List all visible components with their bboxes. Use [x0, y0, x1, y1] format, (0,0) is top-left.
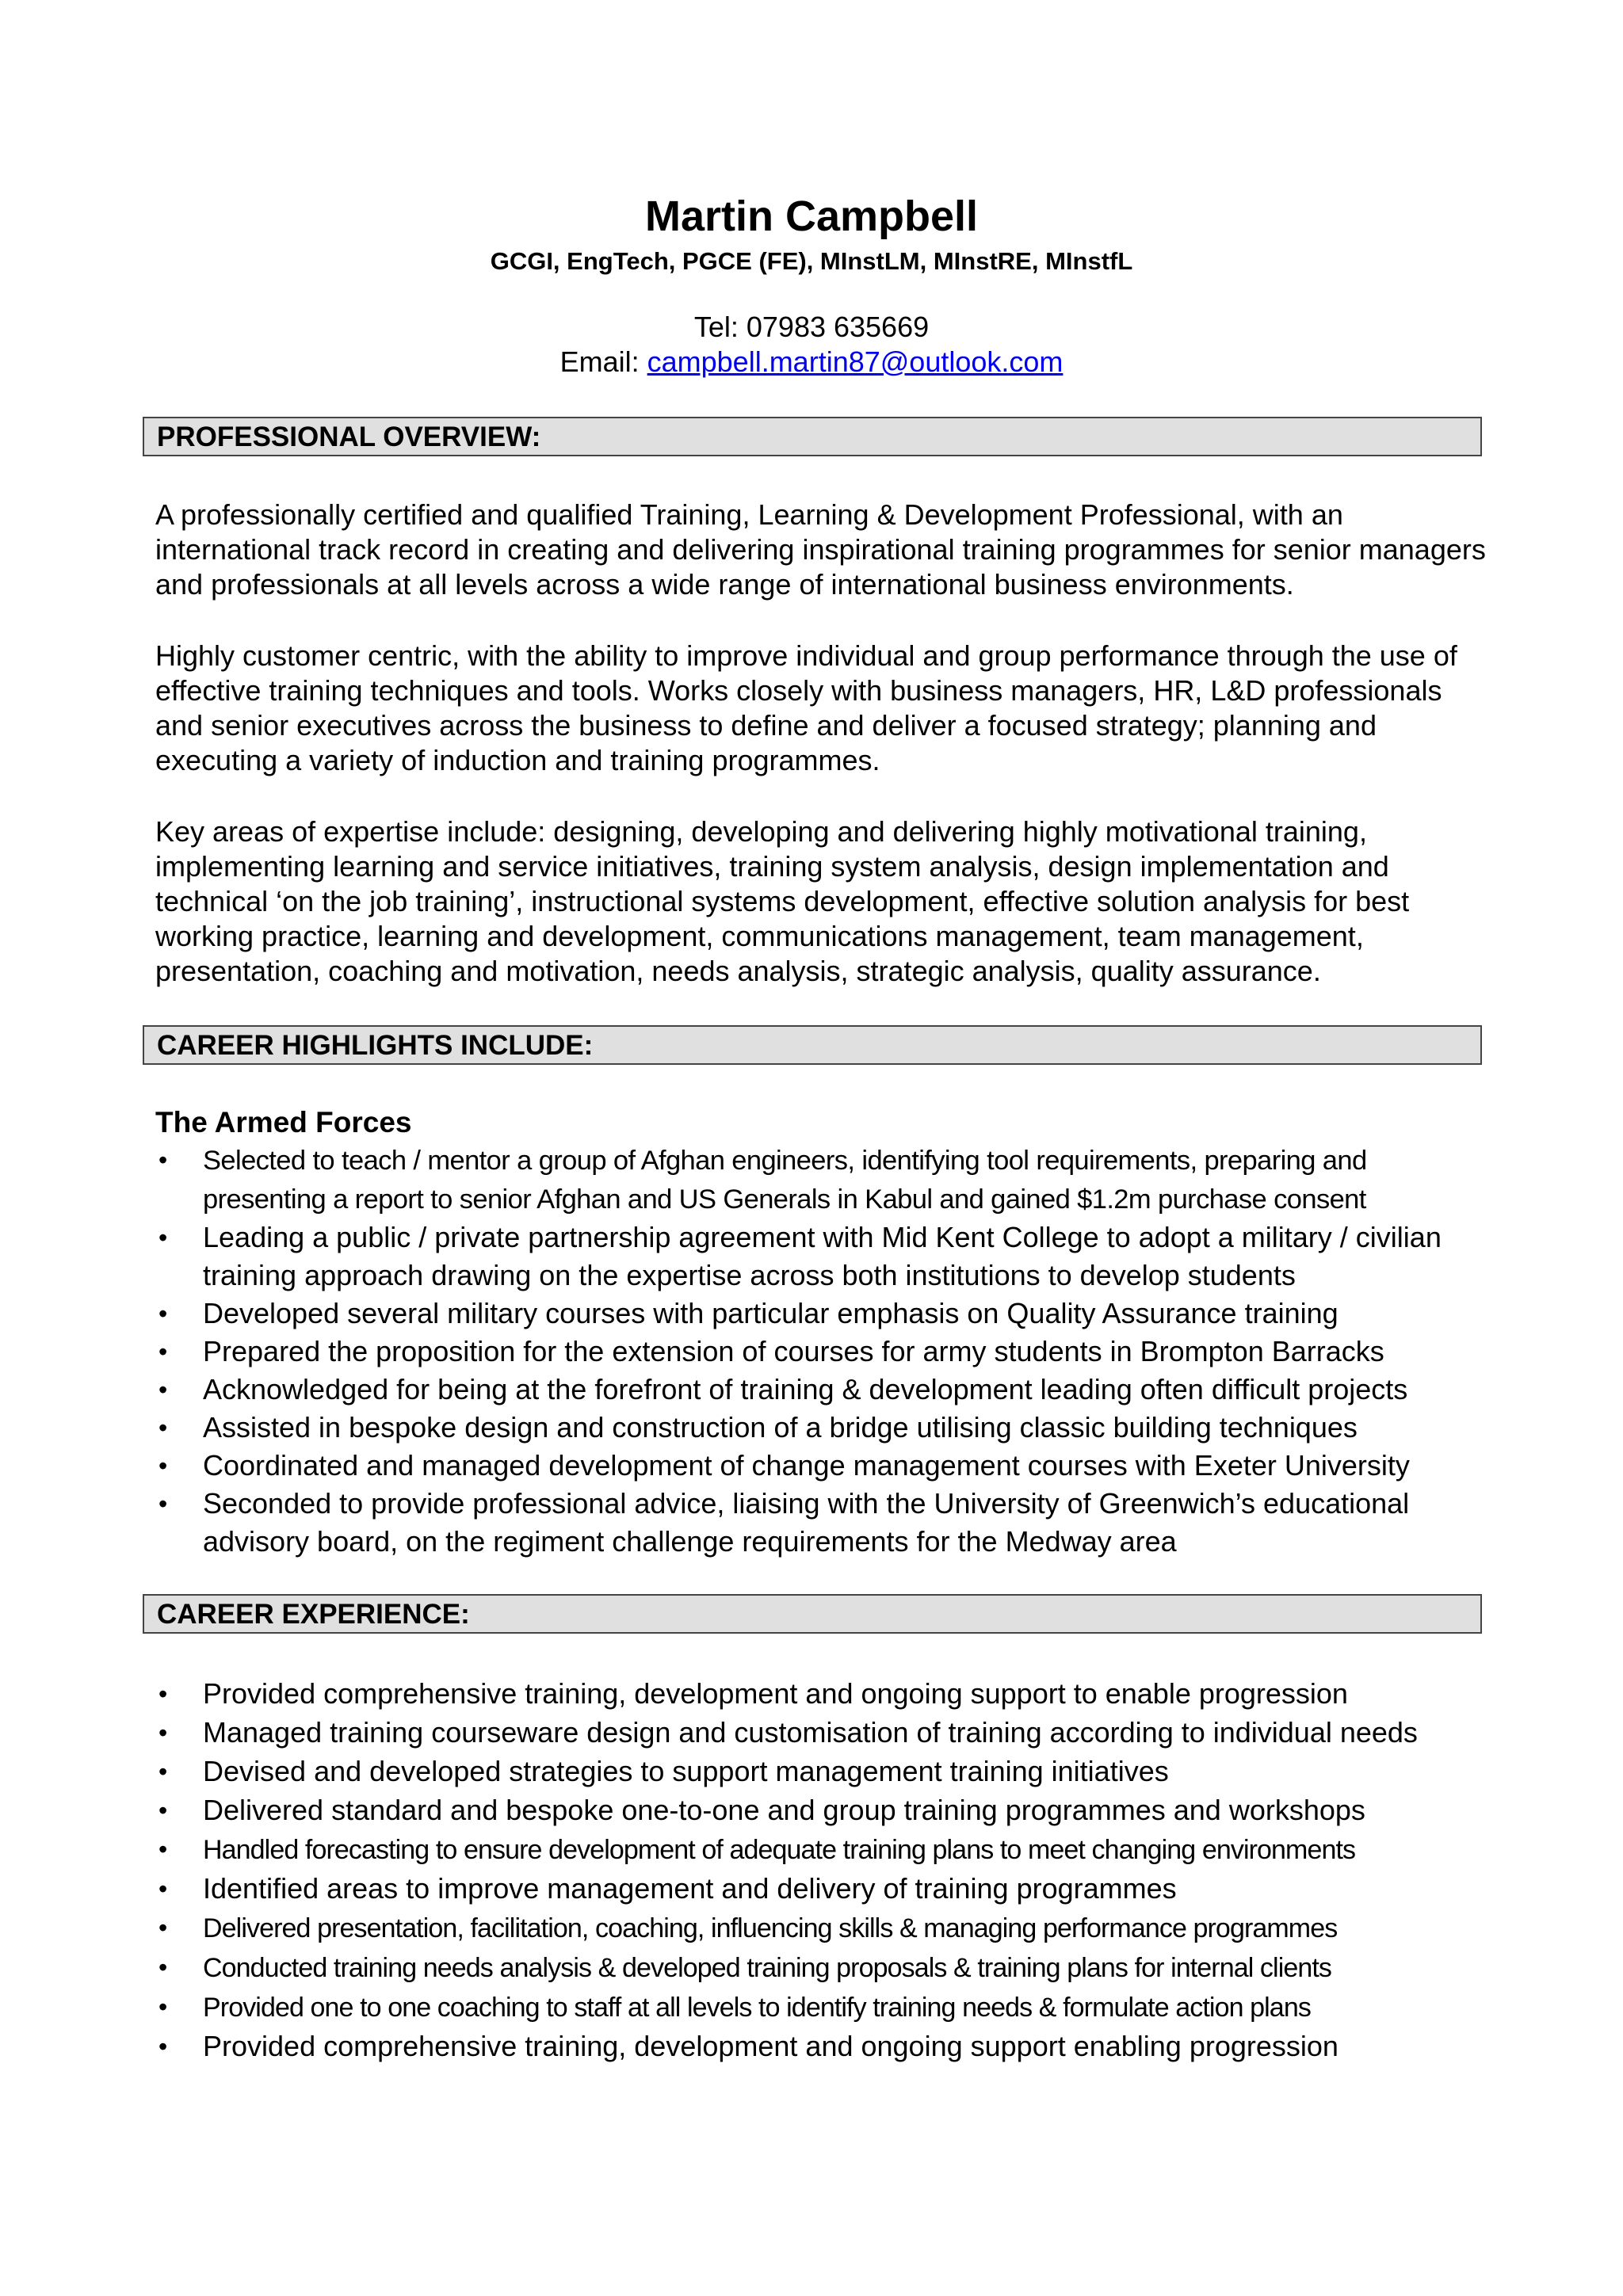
- list-item: • Seconded to provide professional advice, liaising with the University of Greenwich’s educational advisory board, on the regiment challenge requirements for the Medway area: [0, 1485, 1495, 1561]
- list-item: • Provided comprehensive training, development and ongoing support enabling progression: [0, 2028, 1495, 2065]
- bullet-icon: •: [158, 1757, 168, 1786]
- list-item: • Provided comprehensive training, development and ongoing support to enable progression: [0, 1676, 1495, 1712]
- bullet-icon: •: [158, 1680, 168, 1708]
- email-link[interactable]: campbell.martin87@outlook.com: [647, 345, 1064, 378]
- section-career-highlights: CAREER HIGHLIGHTS INCLUDE:: [143, 1025, 1482, 1065]
- list-item: • Delivered standard and bespoke one-to-one and group training programmes and workshops: [0, 1792, 1495, 1829]
- list-item: • Devised and developed strategies to support management training initiatives: [0, 1753, 1495, 1790]
- bullet-icon: •: [158, 1299, 168, 1328]
- bullet-icon: •: [158, 1875, 168, 1903]
- email-label: Email:: [559, 345, 647, 378]
- list-item: • Identified areas to improve management and delivery of training programmes: [0, 1871, 1495, 1907]
- bullet-icon: •: [158, 1913, 168, 1942]
- bullet-icon: •: [158, 1337, 168, 1366]
- overview-paragraph-3: Key areas of expertise include: designing, developing and delivering highly motivational training, implementing learning and service initiatives, training system analysis, design implementation and technical ‘on the job training’, instructional systems development, effective solution analysis for best working practice, learning and development, communications management, team management, presentation, coaching and motivation, needs analysis, strategic analysis, quality assurance.: [155, 815, 1410, 987]
- section-career-experience: CAREER EXPERIENCE:: [143, 1594, 1482, 1634]
- bullet-icon: •: [158, 1489, 168, 1518]
- list-item: • Managed training courseware design and customisation of training according to individual needs: [0, 1714, 1495, 1751]
- list-item: • Provided one to one coaching to staff at all levels to identify training needs & formulate action plans: [0, 1989, 1495, 2026]
- candidate-name: Martin Campbell: [644, 193, 979, 240]
- list-item: • Developed several military courses with particular emphasis on Quality Assurance training: [0, 1295, 1495, 1333]
- list-item: • Selected to teach / mentor a group of Afghan engineers, identifying tool requirements, preparing and presenting a report to senior Afghan and US Generals in Kabul and gained $1.2m purchase consent: [0, 1141, 1495, 1219]
- bullet-icon: •: [158, 1718, 168, 1747]
- bullet-icon: •: [158, 1796, 168, 1825]
- list-item: • Conducted training needs analysis & developed training proposals & training plans for internal clients: [0, 1949, 1495, 1986]
- bullet-icon: •: [158, 2032, 168, 2061]
- highlights-list: [0, 1141, 1495, 1561]
- list-item: • Assisted in bespoke design and construction of a bridge utilising classic building techniques: [0, 1409, 1495, 1447]
- bullet-icon: •: [158, 1953, 168, 1981]
- list-item: • Prepared the proposition for the extension of courses for army students in Brompton Barracks: [0, 1333, 1495, 1371]
- bullet-icon: •: [158, 1375, 168, 1404]
- overview-paragraph-2: Highly customer centric, with the ability to improve individual and group performance through the use of effective training techniques and tools. Works closely with business managers, HR, L&D professionals and senior executives across the business to define and deliver a focused strategy; planning and executing a variety of induction and training programmes.: [155, 639, 1457, 776]
- bullet-icon: •: [158, 1223, 168, 1252]
- list-item: • Coordinated and managed development of change management courses with Exeter University: [0, 1447, 1495, 1485]
- list-item: • Leading a public / private partnership agreement with Mid Kent College to adopt a military / civilian training approach drawing on the expertise across both institutions to develop students: [0, 1219, 1495, 1295]
- overview-paragraph-1: A professionally certified and qualified Training, Learning & Development Professional, with an international track record in creating and delivering inspirational training programmes for senior managers and professionals at all levels across a wide range of international business environments.: [155, 498, 1486, 601]
- list-item: • Acknowledged for being at the forefront of training & development leading often difficult projects: [0, 1371, 1495, 1409]
- bullet-icon: •: [158, 1835, 168, 1863]
- experience-list: [0, 1676, 1495, 2067]
- list-item: • Handled forecasting to ensure development of adequate training plans to meet changing environments: [0, 1831, 1495, 1868]
- subheading-armed-forces: The Armed Forces: [155, 1106, 412, 1138]
- list-item: • Delivered presentation, facilitation, coaching, influencing skills & managing performance programmes: [0, 1909, 1495, 1947]
- qualifications: GCGI, EngTech, PGCE (FE), MInstLM, MInstRE, MInstfL: [490, 247, 1133, 275]
- bullet-icon: •: [158, 1993, 168, 2021]
- email-line: [0, 345, 1623, 379]
- section-professional-overview: PROFESSIONAL OVERVIEW:: [143, 417, 1482, 456]
- bullet-icon: •: [158, 1146, 168, 1174]
- telephone: Tel: 07983 635669: [693, 311, 930, 343]
- bullet-icon: •: [158, 1413, 168, 1442]
- bullet-icon: •: [158, 1451, 168, 1480]
